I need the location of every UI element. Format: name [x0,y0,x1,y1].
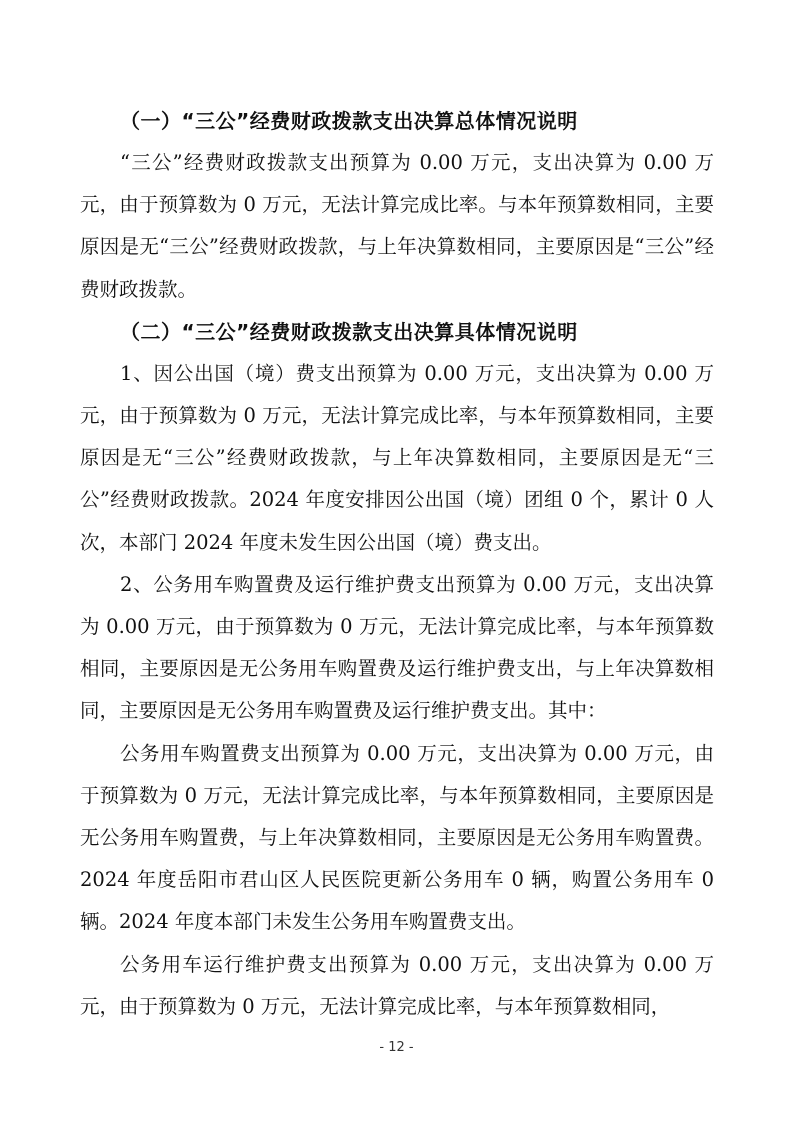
paragraph-vehicle-purchase: 公务用车购置费支出预算为 0.00 万元，支出决算为 0.00 万元，由于预算数为 0 万元，无法计算完成比率，与本年预算数相同，主要原因是无公务用车购置费，与上年决算数相同，主要原因是无公务用车购置费。2024 年度岳阳市君山区人民医院更新公务用车 0 辆，购置公务用车 0 辆。2024 年度本部门未发生公务用车购置费支出。 [80,741,714,934]
paragraph-vehicle: 2、公务用车购置费及运行维护费支出预算为 0.00 万元，支出决算为 0.00 万元，由于预算数为 0 万元，无法计算完成比率，与本年预算数相同，主要原因是无公务用车购置费及运行维护费支出，与上年决算数相同，主要原因是无公务用车购置费及运行维护费支出。其中： [80,572,714,723]
paragraph-vehicle-maintenance: 公务用车运行维护费支出预算为 0.00 万元，支出决算为 0.00 万元，由于预算数为 0 万元，无法计算完成比率，与本年预算数相同， [80,952,714,1018]
document-page [80,100,714,1028]
page-number: - 12 - [379,1040,414,1055]
paragraph-overall: “三公”经费财政拨款支出预算为 0.00 万元，支出决算为 0.00 万元，由于预算数为 0 万元，无法计算完成比率。与本年预算数相同，主要原因是无“三公”经费财政拨款，与上年决算数相同，主要原因是“三公”经费财政拨款。 [80,151,714,301]
section-heading-overall: （一）“三公”经费财政拨款支出决算总体情况说明 [120,109,578,133]
section-heading-specific: （二）“三公”经费财政拨款支出决算具体情况说明 [120,319,578,344]
paragraph-overseas: 1、因公出国（境）费支出预算为 0.00 万元，支出决算为 0.00 万元，由于预算数为 0 万元，无法计算完成比率，与本年预算数相同，主要原因是无“三公”经费财政拨款，与上年决算数相同，主要原因是无“三公”经费财政拨款。2024 年度安排因公出国（境）团组 0 个，累计 0 人次，本部门 2024 年度未发生因公出国（境）费支出。 [80,361,714,554]
